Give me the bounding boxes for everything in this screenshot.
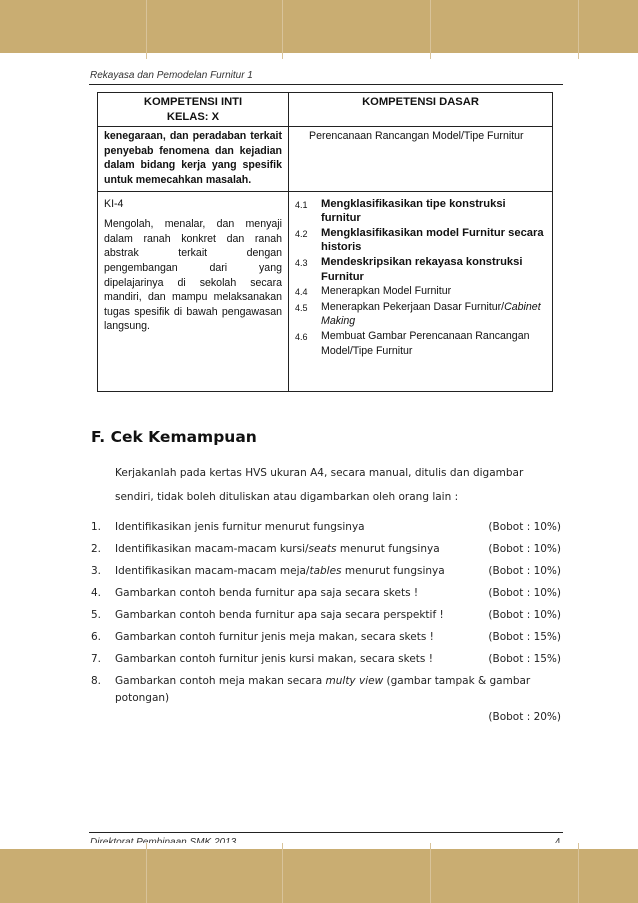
ki-text: Mengolah, menalar, dan menyaji dalam ranah konkret dan ranah abstrak terkait dengan pengembangan dari yang dipelajarinya di sekolah secara mandiri, dan mampu melaksanakan tugas spesifik di bawah pengawasan langsung.	[104, 218, 282, 333]
task-weight: (Bobot : 15%)	[488, 653, 561, 665]
bottom-decorative-band	[0, 843, 638, 903]
task-item	[91, 653, 565, 669]
task-text: Gambarkan contoh benda furnitur apa saja secara skets !	[115, 587, 419, 599]
header-rule	[89, 84, 563, 85]
kd-cell	[289, 127, 553, 191]
band-line	[578, 843, 579, 903]
ki-code: KI-4	[104, 197, 124, 210]
task-item	[91, 587, 565, 603]
kd-item-text: Mendeskripsikan rekayasa konstruksi Furnitur	[321, 255, 523, 283]
ki-cell	[98, 191, 289, 391]
list-item	[295, 329, 546, 358]
band-line	[146, 0, 147, 59]
task-number: 2.	[91, 543, 102, 555]
task-number: 6.	[91, 631, 102, 643]
kd-number: 4.1	[295, 199, 308, 210]
task-text	[115, 565, 445, 577]
ki-header: KOMPETENSI INTI	[143, 96, 243, 108]
task-weight: (Bobot : 10%)	[488, 609, 561, 621]
table-row	[98, 191, 553, 391]
task-weight: (Bobot : 10%)	[488, 587, 561, 599]
kd-item-text	[321, 300, 546, 329]
task-text-post: menurut fungsinya	[336, 543, 440, 555]
ki-subheader: KELAS: X	[166, 110, 220, 123]
task-text-italic: tables	[309, 565, 342, 577]
task-text-line2: potongan)	[115, 692, 170, 704]
kd-item-text: Menerapkan Model Furnitur	[321, 285, 452, 298]
task-text-pre: Identifikasikan macam-macam kursi/	[115, 543, 309, 555]
kd-header: KOMPETENSI DASAR	[362, 96, 479, 108]
task-number: 4.	[91, 587, 102, 599]
kd-number: 4.3	[295, 257, 308, 268]
task-text-pre: Gambarkan contoh meja makan secara	[115, 675, 326, 687]
footer-rule	[89, 832, 563, 833]
task-item	[91, 631, 565, 647]
task-text	[115, 543, 440, 555]
task-item	[91, 543, 565, 559]
task-weight: (Bobot : 10%)	[488, 543, 561, 555]
kd-number: 4.5	[295, 302, 308, 313]
competency-table	[97, 92, 553, 392]
list-item	[295, 284, 546, 300]
kd-item-text: Membuat Gambar Perencanaan Rancangan Model/Tipe Furnitur	[321, 329, 530, 357]
task-number: 8.	[91, 675, 102, 687]
kd-text: Perencanaan Rancangan Model/Tipe Furnitur	[309, 130, 524, 143]
kd-cell	[289, 191, 553, 391]
section-title: F. Cek Kemampuan	[91, 428, 257, 446]
band-line	[430, 843, 431, 903]
task-number: 1.	[91, 521, 102, 533]
ki-text: kenegaraan, dan peradaban terkait penyebab fenomena dan kejadian dalam bidang kerja yang spesifik untuk memecahkan masalah.	[104, 130, 282, 186]
task-text-post: (gambar tampak & gambar	[383, 675, 531, 687]
task-weight: (Bobot : 10%)	[488, 565, 561, 577]
task-weight: (Bobot : 20%)	[488, 711, 561, 723]
task-number: 5.	[91, 609, 102, 621]
list-item	[295, 300, 546, 329]
task-text: Identifikasikan jenis furnitur menurut fungsinya	[115, 521, 365, 533]
kd-number: 4.4	[295, 287, 308, 298]
task-number: 7.	[91, 653, 102, 665]
task-text: Gambarkan contoh furnitur jenis kursi makan, secara skets !	[115, 653, 433, 665]
band-line	[430, 0, 431, 59]
task-text-pre: Identifikasikan macam-macam meja/	[115, 565, 310, 577]
task-text: Gambarkan contoh benda furnitur apa saja secara perspektif !	[115, 609, 444, 621]
list-item	[295, 255, 546, 284]
table-header-row	[98, 93, 553, 127]
list-item	[295, 197, 546, 226]
top-decorative-band	[0, 0, 638, 59]
task-item	[91, 609, 565, 625]
band-line	[282, 0, 283, 59]
task-item	[91, 521, 565, 537]
band-line	[282, 843, 283, 903]
kd-item-text-b: Cabinet Making	[321, 300, 541, 328]
running-header: Rekayasa dan Pemodelan Furnitur 1	[90, 70, 253, 81]
task-text-italic: seats	[308, 543, 337, 555]
band-line	[146, 843, 147, 903]
task-text-post: menurut fungsinya	[341, 565, 445, 577]
kd-item-text: Mengklasifikasikan tipe konstruksi furnitur	[321, 197, 506, 225]
task-weight: (Bobot : 15%)	[488, 631, 561, 643]
table-row	[98, 127, 553, 191]
kd-header-cell	[289, 93, 553, 127]
task-item	[91, 675, 565, 725]
intro-line: sendiri, tidak boleh dituliskan atau digambarkan oleh orang lain :	[115, 491, 459, 503]
ki-cell	[98, 127, 289, 191]
task-weight: (Bobot : 10%)	[488, 521, 561, 533]
kd-item-text: Mengklasifikasikan model Furnitur secara historis	[321, 226, 544, 254]
task-text	[115, 675, 530, 687]
task-text-italic: multy view	[325, 675, 384, 687]
band-line	[578, 0, 579, 59]
ki-header-cell	[98, 93, 289, 127]
kd-item-text-a: Menerapkan Pekerjaan Dasar Furnitur/	[321, 300, 505, 313]
task-number: 3.	[91, 565, 102, 577]
list-item	[295, 226, 546, 255]
task-text: Gambarkan contoh furnitur jenis meja makan, secara skets !	[115, 631, 434, 643]
kd-number: 4.6	[295, 331, 308, 342]
task-item	[91, 565, 565, 581]
kd-number: 4.2	[295, 228, 308, 239]
intro-line: Kerjakanlah pada kertas HVS ukuran A4, secara manual, ditulis dan digambar	[115, 467, 524, 479]
